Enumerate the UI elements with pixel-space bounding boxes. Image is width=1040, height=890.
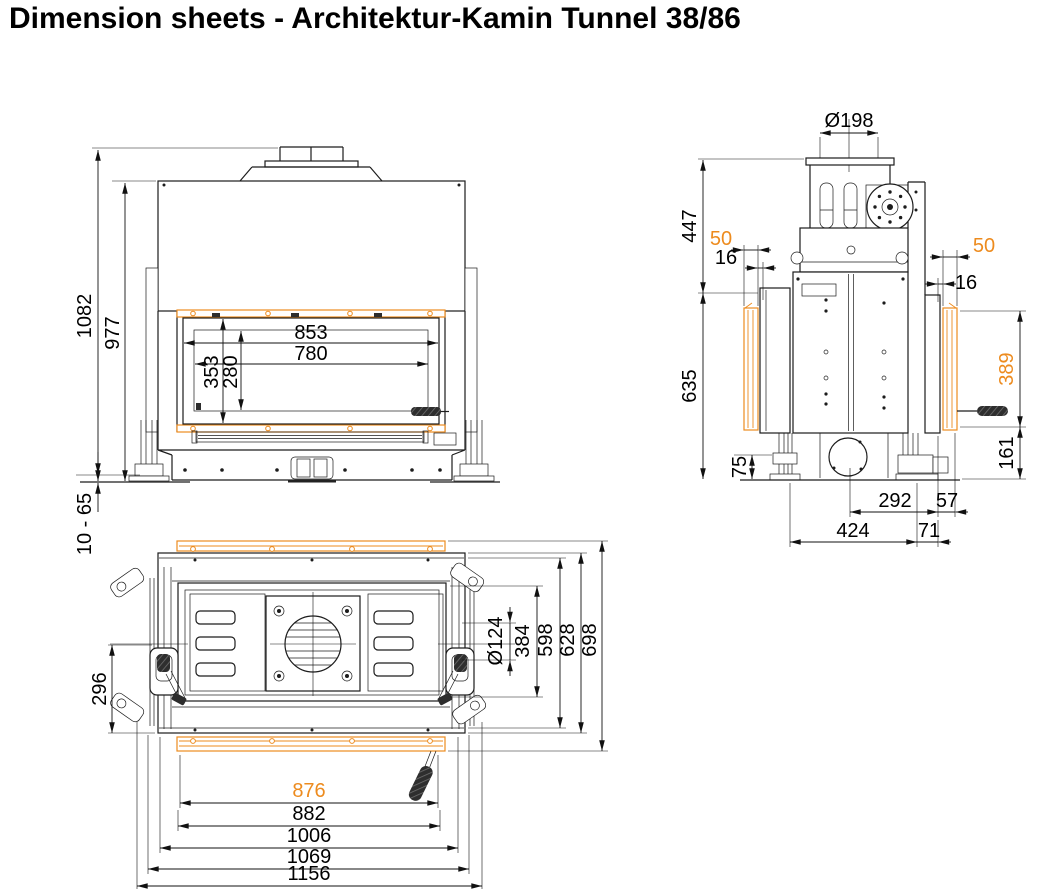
dim-inner-depth: 384 [512,624,534,658]
dim-foot-height: 75 [729,455,751,479]
dim-glass-visible-width: 780 [294,343,328,365]
door-column-left [760,288,790,433]
lifting-eye-right [896,252,908,264]
lifting-eye-left [791,252,803,264]
dim-body-depth: 424 [836,520,870,542]
flue-pipe [280,147,343,161]
glass-strip-rear [177,541,445,551]
dim-door-section-height: 635 [679,369,701,403]
dim-glass-width: 876 [292,780,326,802]
dim-flue-diameter: Ø198 [824,110,874,132]
corner-lug-top-left [109,566,146,599]
door-handle-top [407,751,436,803]
dim-glass-frame-width: 882 [292,803,326,825]
foot-side-left [770,433,800,480]
dim-total-depth: 698 [579,623,601,657]
glass-strip-bottom [177,425,445,432]
dim-body-width: 1069 [286,846,332,868]
front-view [74,147,500,555]
dim-frame-gap-right: 16 [954,272,978,294]
dim-upper-section-height: 447 [679,209,701,243]
side-view-body [740,119,1008,480]
corner-lug-bottom-left [109,691,146,724]
dim-rear-glass-offset: 57 [935,490,959,512]
body-outline-top [158,553,465,733]
air-connector-block [288,457,336,481]
rear-side-panel-right [465,268,477,432]
dim-flue-center-to-rear-glass: 292 [878,490,912,512]
dim-body-height: 977 [102,316,124,350]
dim-glass-visible-height: 280 [220,355,242,389]
upper-housing [800,228,908,272]
door-handle-front [411,407,449,416]
dim-foot-adjustment-range: 10 - 65 [74,492,96,556]
air-grille [192,431,456,445]
dim-frame-depth: 598 [535,623,557,657]
dim-glass-depth-right: 50 [972,235,996,257]
dim-total-height: 1082 [74,293,96,339]
flue-collar [265,161,358,167]
flue-collar-side [806,158,894,165]
dim-inner-width: 1006 [286,825,332,847]
upper-body-panel [158,181,465,311]
combustion-air-inlet [829,438,867,476]
dim-base-height: 161 [996,436,1018,470]
dim-total-width: 1156 [287,863,331,885]
main-body-side [793,272,908,433]
door-handle-side [957,406,1008,416]
glass-edge-left [744,303,758,430]
dim-glass-depth-left: 50 [709,228,733,250]
dim-frame-gap-left: 16 [714,247,738,269]
rear-side-panel-left [146,268,158,432]
dim-body-depth-top: 628 [557,623,579,657]
door-column-right [925,295,940,433]
pulley-wheel [867,184,913,230]
glass-edge-right [943,303,957,430]
flue-shoulder [240,167,382,181]
foot-side-right [896,433,948,480]
side-view [679,110,1026,547]
dim-latch-center-to-rear: 296 [89,672,111,706]
front-view-body [80,147,500,482]
top-view-body [109,541,515,803]
dim-glass-opening-width: 853 [294,322,328,344]
top-view [89,541,608,889]
dim-front-glass-offset: 71 [917,520,941,542]
glass-strip-front [177,737,445,751]
dim-glass-height: 389 [996,352,1018,386]
dim-connector-diameter: Ø124 [485,616,507,666]
flue-casing-slots [820,183,857,228]
dim-glass-opening-height: 353 [201,355,223,389]
page-title: Dimension sheets - Architektur-Kamin Tunnel 38/86 [9,2,741,35]
